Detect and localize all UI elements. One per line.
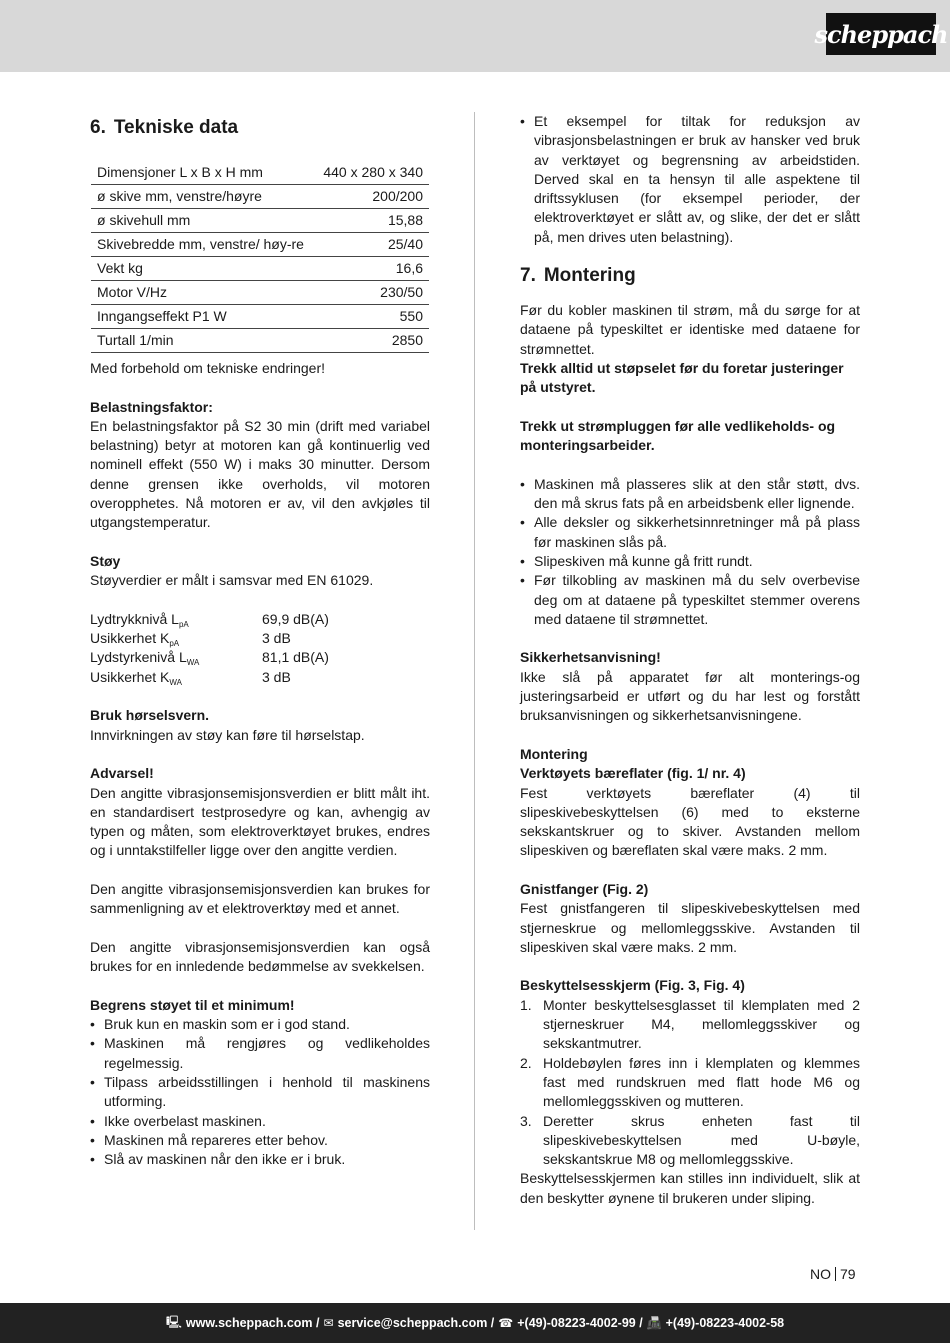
spark-heading: Gnistfanger (Fig. 2)	[520, 880, 649, 897]
safety-heading: Sikkerhetsanvisning!	[520, 649, 661, 666]
warning-text-3: Den angitte vibrasjonsemisjonsverdien kan også brukes for en innledende bedømmelse av svekkelsen.	[90, 938, 430, 975]
safety-text: Ikke slå på apparatet før alt monterings-og justeringsarbeid er utført og du har lest og forstått bruksanvisningen og sikkerhetsanvisningene.	[520, 668, 860, 724]
noise-value: 3 dB	[262, 630, 291, 647]
brand-logo: scheppach	[826, 13, 936, 55]
spec-row	[91, 305, 429, 329]
load-heading: Belastningsfaktor:	[90, 398, 213, 415]
hearing-heading: Bruk hørselsvern.	[90, 707, 210, 724]
noise-value: 81,1 dB(A)	[262, 649, 329, 666]
spec-value: 440 x 280 x 340	[315, 161, 429, 185]
noise-label: Lydtrykknivå $L_{pA}$	[90, 610, 189, 629]
list-item: • Slå av maskinen når den ikke er i bruk.	[90, 1150, 430, 1169]
list-item: 2. Holdebøylen føres inn i klemplaten og klemmes fast med rundskruen med flatt hode M6 og mellomleggsskiven og mutteren.	[520, 1054, 860, 1110]
list-item: • Bruk kun en maskin som er i god stand.	[90, 1015, 430, 1034]
footer-bar	[0, 1303, 950, 1343]
list-item: • Tilpass arbeidsstillingen i henhold til maskinens utforming.	[90, 1073, 430, 1112]
left-column	[90, 112, 430, 1169]
limit-list	[90, 1015, 430, 1169]
spec-row	[91, 233, 429, 257]
spec-value: 16,6	[315, 257, 429, 281]
tool-rest-heading: Verktøyets bæreflater (fig. 1/ nr. 4)	[520, 765, 746, 782]
section-7-title: 7. Montering	[520, 265, 636, 287]
limit-heading: Begrens støyet til et minimum!	[90, 996, 295, 1013]
list-item: • Maskinen må plasseres slik at den står støtt, dvs. den må skrus fats på en arbeidsbenk eller lignende.	[520, 475, 860, 514]
section-6-title: 6. Tekniske data	[90, 117, 239, 138]
spec-row	[91, 161, 429, 185]
warning-heading: Advarsel!	[90, 765, 154, 782]
list-item: 1. Monter beskyttelsesglasset til klemplaten med 2 stjerneskruer M4, mellomleggsskiver og sekskantmutrer.	[520, 996, 860, 1052]
noise-label: Usikkerhet $K_{WA}$	[90, 668, 182, 687]
list-item: • Slipeskiven må kunne gå fritt rundt.	[520, 552, 860, 571]
spec-row	[91, 209, 429, 233]
mail-icon: ✉	[323, 1316, 334, 1330]
list-item: • Maskinen må rengjøres og vedlikeholdes regelmessig.	[90, 1034, 430, 1073]
list-item: • Maskinen må repareres etter behov.	[90, 1131, 430, 1150]
spark-text: Fest gnistfangeren til slipeskivebeskyttelsen med stjerneskrue og mellomleggsskive. Avstanden til slipeskiven skal være maks. 2 mm.	[520, 900, 860, 955]
spec-row	[91, 281, 429, 305]
warning-text-1: Den angitte vibrasjonsemisjonsverdien er blitt målt iht. en standardisert testprosedyre og kan, avhengig av typen og måten, som elektroverktøyet brukes, endres og i unntakstilfeller ligge over den angitte verdien.	[90, 784, 430, 859]
footer-phone: +(49)-08223-4002-99 /	[517, 1316, 643, 1330]
mount-heading: Montering	[520, 745, 588, 762]
load-text: En belastningsfaktor på S2 30 min (drift med variabel belastning) betyr at motoren kan gå kontinuerlig ved nominell effekt (550 W) i maks 30 minutter. Dersom denne grensen ikke overholds, vil motoren overopphetes. Nå motoren er av, vil den avkjøles til utgangstemperatur.	[90, 417, 430, 531]
list-item: • Før tilkobling av maskinen må du selv overbevise deg om at dataene på typeskiltet stemmer overens med dataene til strømnettet.	[520, 571, 860, 629]
spec-label: Motor V/Hz	[91, 281, 315, 305]
shield-steps	[520, 996, 860, 1170]
column-divider	[474, 112, 475, 1230]
list-item: • Et eksempel for tiltak for reduksjon av vibrasjonsbelastningen er bruk av hansker ved bruk av verktøyet og begrensning av arbeidstiden. Derved skal en ta hensyn til alle aspektene til driftssyklusen (for eksempel perioder, der elektroverktøyet er slått av, og slike, der det er slått på, men drives uten belastning).	[520, 112, 860, 247]
spec-row	[91, 329, 429, 353]
spec-value: 230/50	[315, 281, 429, 305]
noise-heading: Støy	[90, 552, 121, 569]
footer-mail[interactable]: service@scheppach.com /	[337, 1316, 495, 1330]
spec-row	[91, 185, 429, 209]
phone-icon: ☎	[498, 1316, 514, 1330]
bold-note-2: Trekk ut strømpluggen før alle vedlikeholds- og monteringsarbeider.	[520, 417, 836, 454]
spec-label: Skivebredde mm, venstre/ høy-re	[91, 233, 315, 257]
noise-intro: Støyverdier er målt i samsvar med EN 61029.	[90, 572, 374, 589]
noise-values	[90, 610, 430, 687]
spec-label: ø skivehull mm	[91, 209, 315, 233]
list-item: 3. Deretter skrus enheten fast til slipeskivebeskyttelsen med U-bøyle, sekskantskrue M8 og mellomleggsskive.	[520, 1112, 860, 1168]
spec-value: 2850	[315, 329, 429, 353]
right-column	[520, 112, 860, 1208]
page-number: NO 79	[810, 1266, 856, 1282]
list-item: • Ikke overbelast maskinen.	[90, 1112, 430, 1131]
reservation-note: Med forbehold om tekniske endringer!	[90, 360, 326, 376]
spec-value: 25/40	[315, 233, 429, 257]
footer-fax: +(49)-08223-4002-58	[665, 1316, 785, 1330]
spec-value: 15,88	[315, 209, 429, 233]
spec-label: Inngangseffekt P1 W	[91, 305, 315, 329]
spec-value: 200/200	[315, 185, 429, 209]
fax-icon: 📠	[646, 1316, 662, 1330]
shield-text: Beskyttelsesskjermen kan stilles inn individuelt, slik at den beskytter øynene til brukeren under sliping.	[520, 1170, 860, 1206]
vibration-bullet-list	[520, 112, 860, 247]
spec-label: Turtall 1/min	[91, 329, 315, 353]
noise-value: 3 dB	[262, 668, 291, 685]
tool-rest-text: Fest verktøyets bæreflater (4) til slipeskivebeskyttelsen (6) med to eksterne sekskantskruer og to skiver. Avstanden mellom slipeskiven og bæreflaten skal være maks. 2 mm.	[520, 784, 860, 859]
list-item: • Alle deksler og sikkerhetsinnretninger må på plass før maskinen slås på.	[520, 513, 860, 552]
mount-list	[520, 475, 860, 629]
spec-value: 550	[315, 305, 429, 329]
computer-icon: 🖳	[165, 1314, 182, 1329]
footer-web[interactable]: www.scheppach.com /	[185, 1316, 320, 1330]
spec-table	[91, 161, 429, 353]
spec-label: ø skive mm, venstre/høyre	[91, 185, 315, 209]
shield-heading: Beskyttelsesskjerm (Fig. 3, Fig. 4)	[520, 977, 745, 994]
header-band	[0, 0, 950, 72]
spec-row	[91, 257, 429, 281]
noise-label: Usikkerhet $K_{pA}$	[90, 630, 180, 649]
noise-value: 69,9 dB(A)	[262, 610, 329, 627]
bold-note-1: Trekk alltid ut støpselet før du foretar justeringer på utstyret.	[520, 359, 844, 396]
noise-label: Lydstyrkenivå $L_{WA}$	[90, 649, 200, 668]
spec-label: Dimensjoner L x B x H mm	[91, 161, 315, 185]
warning-text-2: Den angitte vibrasjonsemisjonsverdien kan brukes for sammenligning av et elektroverktøy med et annet.	[90, 881, 430, 917]
mount-intro: Før du kobler maskinen til strøm, må du sørge for at dataene på typeskiltet er identiske med dataene for strømnettet.	[520, 302, 860, 357]
hearing-text: Innvirkningen av støy kan føre til hørselstap.	[90, 726, 365, 743]
spec-label: Vekt kg	[91, 257, 315, 281]
